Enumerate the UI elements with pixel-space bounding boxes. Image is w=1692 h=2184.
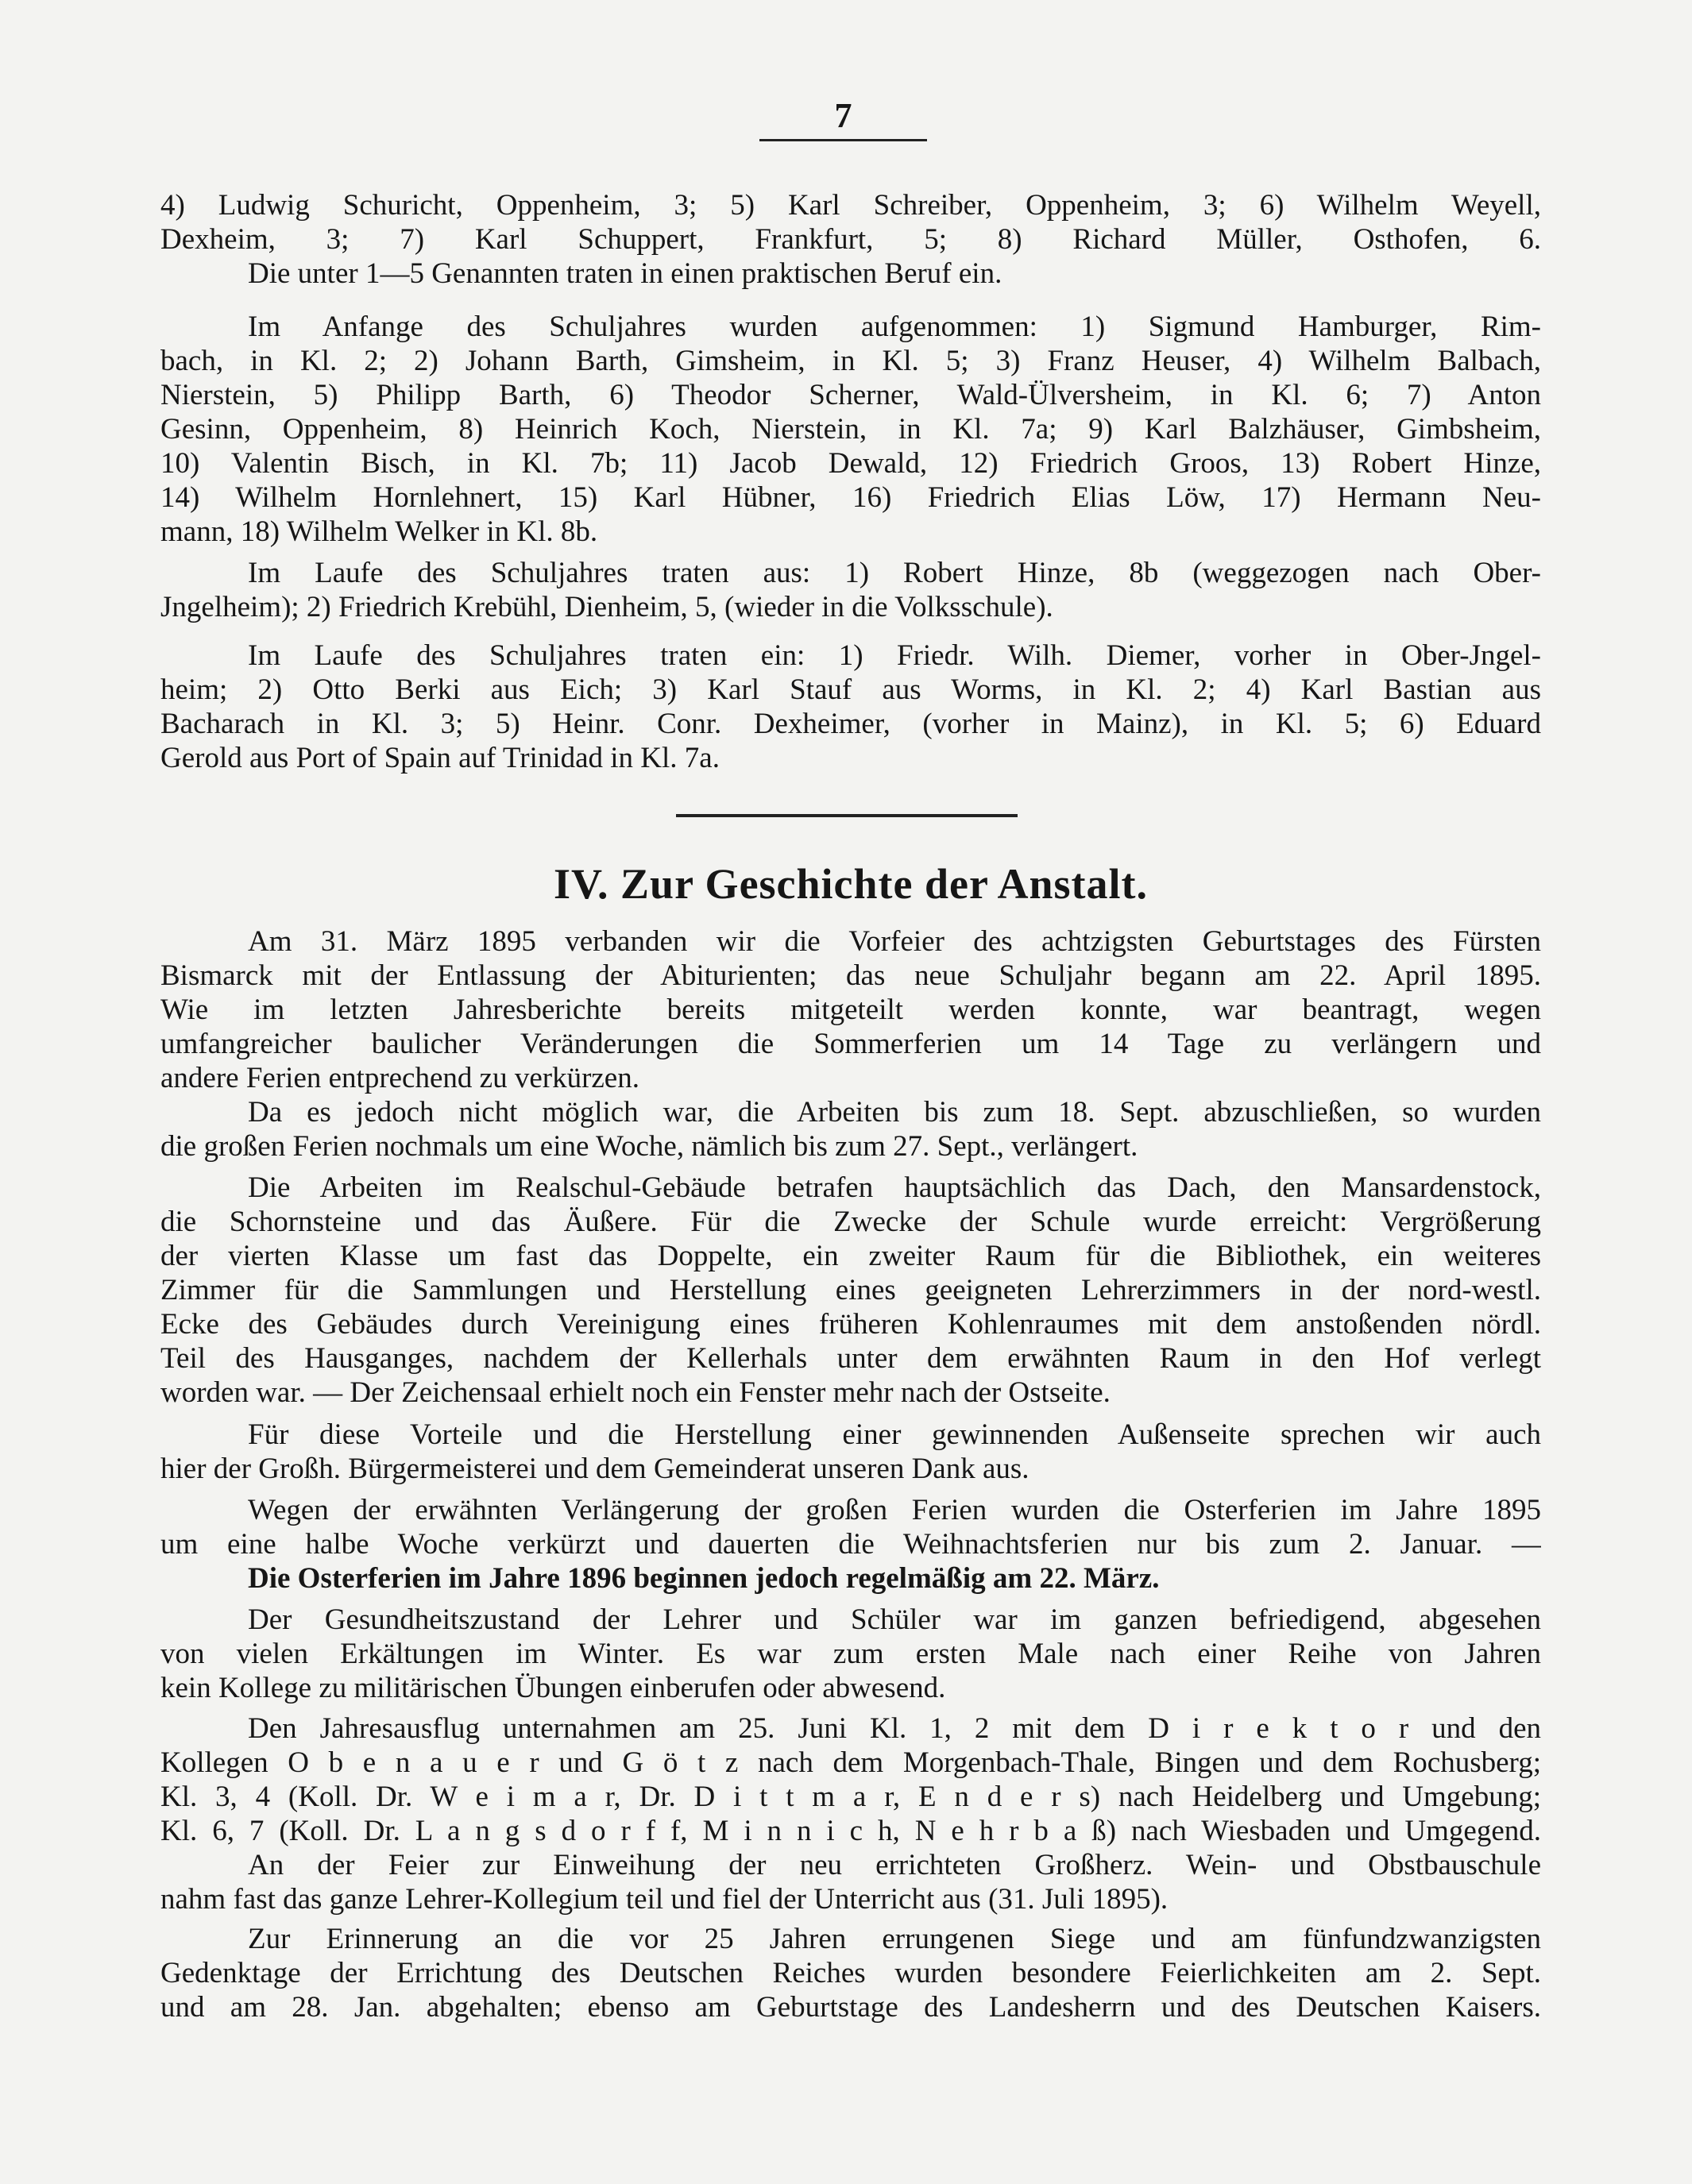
paragraph — [160, 1561, 1541, 1596]
paragraph — [160, 1848, 1541, 1916]
text-line: Die Osterferien im Jahre 1896 beginnen jedoch regelmäßig am 22. März. — [248, 1562, 1160, 1595]
paragraph — [160, 1095, 1541, 1163]
text-line: Da es jedoch nicht möglich war, die Arbeiten bis zum 18. Sept. abzuschließen, so wurden — [248, 1096, 1541, 1129]
section-heading: IV. Zur Geschichte der Anstalt. — [553, 860, 1149, 908]
text-line: Bismarck mit der Entlassung der Abiturienten; das neue Schuljahr begann am 22. April 1895. — [160, 959, 1541, 992]
text-line: heim; 2) Otto Berki aus Eich; 3) Karl Stauf aus Worms, in Kl. 2; 4) Karl Bastian aus — [160, 673, 1541, 706]
text-line: andere Ferien entprechend zu verkürzen. — [160, 1062, 639, 1094]
text-line: worden war. — Der Zeichensaal erhielt noch ein Fenster mehr nach der Ostseite. — [160, 1376, 1111, 1409]
text-line: Gesinn, Oppenheim, 8) Heinrich Koch, Nierstein, in Kl. 7a; 9) Karl Balzhäuser, Gimbsheim, — [160, 413, 1541, 446]
text-line: bach, in Kl. 2; 2) Johann Barth, Gimsheim, in Kl. 5; 3) Franz Heuser, 4) Wilhelm Balbach, — [160, 345, 1541, 377]
text-line: Zur Erinnerung an die vor 25 Jahren errungenen Siege und am fünfundzwanzigsten — [248, 1923, 1541, 1955]
text-line: Teil des Hausganges, nachdem der Kellerhals unter dem erwähnten Raum in den Hof verlegt — [160, 1342, 1541, 1375]
text-line: Gerold aus Port of Spain auf Trinidad in Kl. 7a. — [160, 742, 720, 774]
text-line: Der Gesundheitszustand der Lehrer und Schüler war im ganzen befriedigend, abgesehen — [248, 1603, 1541, 1636]
text-line: Nierstein, 5) Philipp Barth, 6) Theodor Scherner, Wald-Ülversheim, in Kl. 6; 7) Anton — [160, 379, 1541, 411]
paragraph — [160, 257, 1541, 291]
paragraph — [160, 1922, 1541, 2024]
text-line: die großen Ferien nochmals um eine Woche, nämlich bis zum 27. Sept., verlängert. — [160, 1130, 1138, 1163]
text-line: hier der Großh. Bürgermeisterei und dem Gemeinderat unseren Dank aus. — [160, 1453, 1029, 1485]
paragraph — [160, 1493, 1541, 1561]
paragraph — [160, 310, 1541, 549]
text-line: Für diese Vorteile und die Herstellung einer gewinnenden Außenseite sprechen wir auch — [248, 1418, 1541, 1451]
text-line: 10) Valentin Bisch, in Kl. 7b; 11) Jacob Dewald, 12) Friedrich Groos, 13) Robert Hinze, — [160, 447, 1541, 480]
text-line: 14) Wilhelm Hornlehnert, 15) Karl Hübner, 16) Friedrich Elias Löw, 17) Hermann Neu- — [160, 481, 1541, 514]
section-divider — [676, 814, 1018, 817]
text-line: der vierten Klasse um fast das Doppelte, ein zweiter Raum für die Bibliothek, ein weiteres — [160, 1240, 1541, 1272]
paragraph — [160, 1711, 1541, 1848]
text-line: Die unter 1—5 Genannten traten in einen praktischen Beruf ein. — [248, 257, 1002, 290]
text-line: Im Laufe des Schuljahres traten aus: 1) Robert Hinze, 8b (weggezogen nach Ober- — [248, 557, 1541, 589]
paragraph — [160, 1418, 1541, 1486]
text-line: Ecke des Gebäudes durch Vereinigung eines früheren Kohlenraumes mit dem anstoßenden nördl. — [160, 1308, 1541, 1341]
text-line: Wie im letzten Jahresberichte bereits mitgeteilt werden konnte, war beantragt, wegen — [160, 994, 1541, 1026]
text-line: nahm fast das ganze Lehrer-Kollegium teil und fiel der Unterricht aus (31. Juli 1895). — [160, 1883, 1169, 1916]
page-number: 7 — [834, 96, 852, 135]
text-line: Im Anfange des Schuljahres wurden aufgenommen: 1) Sigmund Hamburger, Rim- — [248, 311, 1541, 343]
text-line: Am 31. März 1895 verbanden wir die Vorfeier des achtzigsten Geburtstages des Fürsten — [248, 925, 1541, 958]
text-line: Dexheim, 3; 7) Karl Schuppert, Frankfurt, 5; 8) Richard Müller, Osthofen, 6. — [160, 223, 1541, 256]
text-line: Im Laufe des Schuljahres traten ein: 1) Friedr. Wilh. Diemer, vorher in Ober-Jngel- — [248, 639, 1541, 672]
text-line: umfangreicher baulicher Veränderungen die Sommerferien um 14 Tage zu verlängern und — [160, 1028, 1541, 1060]
text-line: 4) Ludwig Schuricht, Oppenheim, 3; 5) Karl Schreiber, Oppenheim, 3; 6) Wilhelm Weyell, — [160, 189, 1541, 222]
text-line: um eine halbe Woche verkürzt und dauerten die Weihnachtsferien nur bis zum 2. Januar. — — [160, 1528, 1541, 1561]
text-line: von vielen Erkältungen im Winter. Es war zum ersten Male nach einer Reihe von Jahren — [160, 1638, 1541, 1670]
text-line: Kl. 3, 4 (Koll. Dr. W e i m a r, Dr. D i t t m a r, E n d e r s) nach Heidelberg und Umgebung; — [160, 1781, 1541, 1813]
paragraph — [160, 1171, 1541, 1410]
text-line: Bacharach in Kl. 3; 5) Heinr. Conr. Dexheimer, (vorher in Mainz), in Kl. 5; 6) Eduard — [160, 708, 1541, 740]
text-line: Kollegen O b e n a u e r und G ö t z nach dem Morgenbach-Thale, Bingen und dem Rochusberg; — [160, 1746, 1541, 1779]
text-line: kein Kollege zu militärischen Übungen einberufen oder abwesend. — [160, 1672, 946, 1704]
paragraph — [160, 556, 1541, 624]
text-line: Gedenktage der Errichtung des Deutschen Reiches wurden besondere Feierlichkeiten am 2. Sept. — [160, 1957, 1541, 1989]
paragraph — [160, 188, 1541, 257]
text-line: Jngelheim); 2) Friedrich Krebühl, Dienheim, 5, (wieder in die Volksschule). — [160, 591, 1053, 623]
text-line: Den Jahresausflug unternahmen am 25. Juni Kl. 1, 2 mit dem D i r e k t o r und den — [248, 1712, 1541, 1745]
text-line: Kl. 6, 7 (Koll. Dr. L a n g s d o r f f, M i n n i c h, N e h r b a ß) nach Wiesbaden und Umgegend. — [160, 1815, 1541, 1847]
paragraph — [160, 639, 1541, 775]
text-line: Wegen der erwähnten Verlängerung der großen Ferien wurden die Osterferien im Jahre 1895 — [248, 1494, 1541, 1526]
text-line: die Schornsteine und das Äußere. Für die Zwecke der Schule wurde erreicht: Vergrößerung — [160, 1206, 1541, 1238]
text-line: Zimmer für die Sammlungen und Herstellung eines geeigneten Lehrerzimmers in der nord-westl. — [160, 1274, 1541, 1306]
text-line: mann, 18) Wilhelm Welker in Kl. 8b. — [160, 515, 598, 548]
page-number-rule — [759, 139, 927, 141]
text-line: und am 28. Jan. abgehalten; ebenso am Geburtstage des Landesherrn und des Deutschen Kaisers. — [160, 1991, 1541, 2024]
text-line: Die Arbeiten im Realschul-Gebäude betrafen hauptsächlich das Dach, den Mansardenstock, — [248, 1171, 1541, 1204]
text-line: An der Feier zur Einweihung der neu errichteten Großherz. Wein- und Obstbauschule — [248, 1849, 1541, 1881]
paragraph — [160, 1603, 1541, 1705]
paragraph — [160, 924, 1541, 1095]
